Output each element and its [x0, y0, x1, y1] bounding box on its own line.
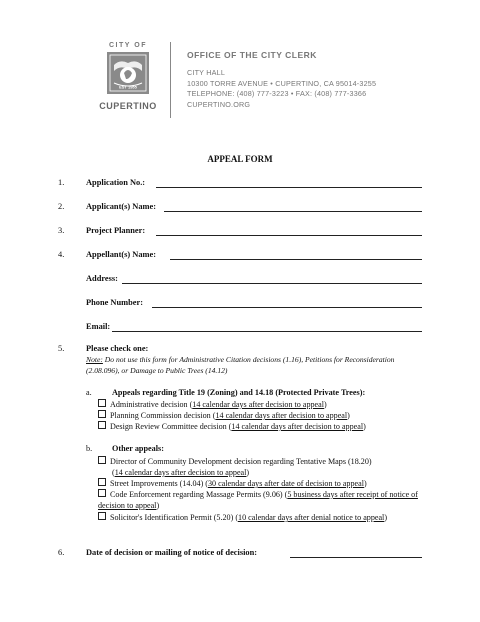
exclusion-note — [86, 354, 424, 376]
address-label: Address: — [86, 274, 118, 283]
checkbox-icon[interactable] — [98, 399, 106, 407]
city-logo — [96, 42, 160, 118]
checkbox-icon[interactable] — [98, 456, 106, 464]
field-number: 6. — [58, 548, 65, 557]
city-seal-icon — [106, 51, 150, 95]
applicant-name-field[interactable] — [164, 211, 422, 212]
office-address — [187, 68, 376, 110]
phone-field[interactable] — [152, 307, 422, 308]
section-b-title: Other appeals: — [112, 444, 164, 453]
checkbox-option[interactable]: Street Improvements (14.04) (30 calendar days after date of decision to appeal) — [98, 478, 424, 489]
email-field[interactable] — [112, 331, 422, 332]
field-number: 2. — [58, 202, 65, 211]
section-b-letter: b. — [86, 444, 93, 453]
checkbox-icon[interactable] — [98, 410, 106, 418]
office-block — [187, 50, 376, 110]
section-a-title: Appeals regarding Title 19 (Zoning) and 14.18 (Protected Private Trees): — [112, 388, 366, 397]
address-line: 10300 TORRE AVENUE • CUPERTINO, CA 95014-3255 — [187, 78, 377, 88]
checkbox-icon[interactable] — [98, 512, 106, 520]
application-no-field[interactable] — [156, 187, 422, 188]
checkbox-icon[interactable] — [98, 478, 106, 486]
checkbox-icon[interactable] — [98, 489, 106, 497]
field-number: 1. — [58, 178, 65, 187]
note-text: Do not use this form for Administrative Citation decisions (1.16), Petitions for Reconsideration (2.08.096), or Damage to Public Trees (14.12) — [86, 355, 395, 375]
checkbox-option[interactable]: Solicitor's Identification Permit (5.20) (10 calendar days after denial notice to appeal) — [98, 512, 424, 523]
office-title: OFFICE OF THE CITY CLERK — [187, 50, 317, 60]
note-prefix: Note: — [86, 355, 103, 364]
appellant-name-field[interactable] — [170, 259, 422, 260]
logo-city-of: CITY OF — [109, 42, 147, 49]
decision-date-label: Date of decision or mailing of notice of decision: — [86, 548, 258, 557]
project-planner-label: Project Planner: — [86, 226, 146, 235]
seal-text: EST 1955 — [119, 84, 137, 90]
section-a-letter: a. — [86, 388, 92, 397]
checkbox-icon[interactable] — [98, 421, 106, 429]
project-planner-field[interactable] — [156, 235, 422, 236]
checkbox-option[interactable]: Planning Commission decision (14 calendar days after decision to appeal) — [98, 410, 424, 421]
field-number: 5. — [58, 344, 65, 353]
email-label: Email: — [86, 322, 111, 331]
applicant-name-label: Applicant(s) Name: — [86, 202, 157, 211]
checkbox-option[interactable]: Design Review Committee decision (14 calendar days after decision to appeal) — [98, 421, 424, 432]
letterhead-divider — [170, 42, 171, 118]
address-line: TELEPHONE: (408) 777-3223 • FAX: (408) 777-3366 — [187, 89, 367, 98]
field-number: 3. — [58, 226, 65, 235]
application-no-label: Application No.: — [86, 178, 146, 187]
address-line: CUPERTINO.ORG — [187, 99, 251, 109]
checkbox-option[interactable]: Administrative decision (14 calendar days after decision to appeal) — [98, 399, 424, 410]
address-field[interactable] — [122, 283, 422, 284]
phone-label: Phone Number: — [86, 298, 143, 307]
appellant-name-label: Appellant(s) Name: — [86, 250, 157, 259]
decision-date-field[interactable] — [290, 557, 422, 558]
form-title: APPEAL FORM — [207, 154, 273, 164]
logo-city-name: CUPERTINO — [99, 101, 157, 111]
checkbox-option[interactable]: Code Enforcement regarding Massage Permits (9.06) (5 business days after receipt of notice of decision to appeal) — [98, 490, 418, 510]
checkbox-option[interactable]: Director of Community Development decision regarding Tentative Maps (18.20) (14 calendar days after decision to appeal) — [98, 456, 424, 478]
check-one-label: Please check one: — [86, 344, 149, 353]
field-number: 4. — [58, 250, 65, 259]
address-line: CITY HALL — [187, 68, 226, 77]
